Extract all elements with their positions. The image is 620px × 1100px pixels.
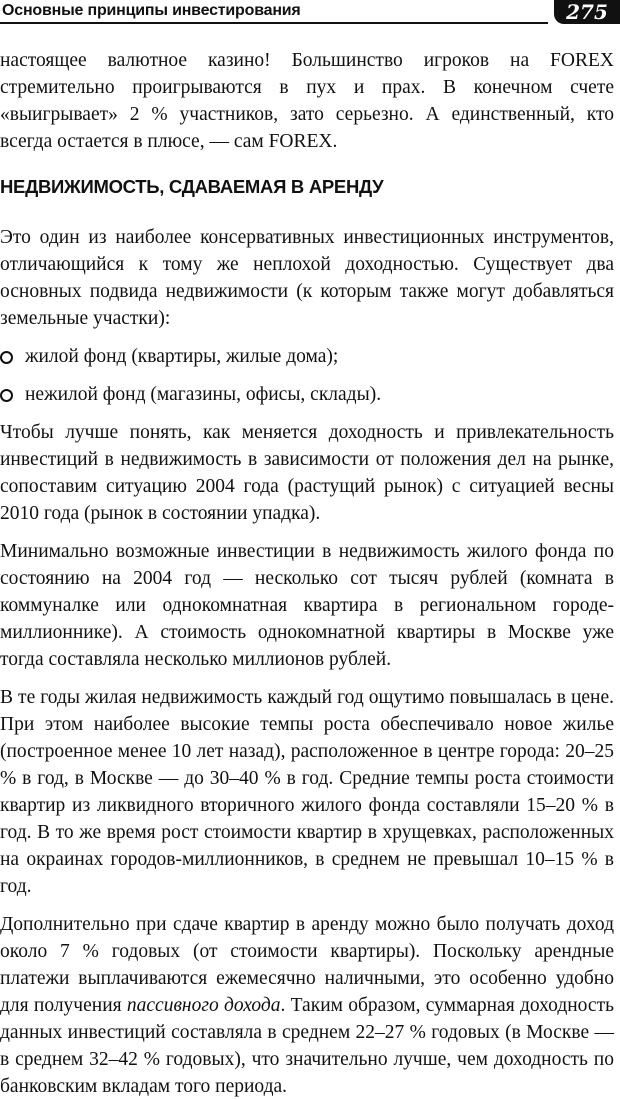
paragraph-5-text-end: . Таким образом, суммарная доходность данных инвестиций составляла в среднем 22–27 % годовых (в Москве — в среднем 32–42 % годовых), что значительно лучше, чем доходность по банковским вкладам того периода. bbox=[0, 995, 614, 1097]
page-header bbox=[0, 0, 620, 26]
list-item-text: нежилой фонд (магазины, офисы, склады). bbox=[25, 384, 382, 405]
paragraph-4: В те годы жилая недвижимость каждый год ощутимо повышалась в цене. При этом наиболее высокие темпы роста обеспечивало новое жилье (построенное менее 10 лет назад), расположенное в центре города: 20–25 % в год, в Москве — до 30–40 % в год. Средние темпы роста стоимости квартир из ликвидного вторичного жилого фонда составляли 15–20 % в год. В то же время рост стоимости квартир в хрущевках, расположенных на окраинах городов-миллионников, в среднем не превышал 10–15 % в год. bbox=[0, 687, 614, 897]
paragraph-5-text-start: Дополнительно при сдаче квартир в аренду можно было получать доход около 7 % годовых (от стоимости квартиры). Поскольку арендные платежи выплачиваются ежемесячно наличными, это особенно удобно для получения bbox=[0, 914, 614, 1016]
circle-bullet-icon bbox=[0, 389, 13, 402]
list-item-text: жилой фонд (квартиры, жилые дома); bbox=[25, 346, 339, 367]
running-title: Основные принципы инвестирования bbox=[2, 2, 301, 19]
bullet-list bbox=[0, 343, 614, 408]
circle-bullet-icon bbox=[0, 351, 13, 364]
section-heading: НЕДВИЖИМОСТЬ, СДАВАЕМАЯ В АРЕНДУ bbox=[0, 176, 384, 197]
page-number: 275 bbox=[554, 0, 620, 24]
list-item bbox=[0, 343, 614, 370]
page-body bbox=[0, 47, 614, 1100]
paragraph-3: Минимально возможные инвестиции в недвижимость жилого фонда по состоянию на 2004 год — несколько сот тысяч рублей (комната в коммуналке или однокомнатная квартира в региональном городе-миллионнике). А стоимость однокомнатной квартиры в Москве уже тогда составляла несколько миллионов рублей. bbox=[0, 541, 614, 670]
list-item bbox=[0, 381, 614, 408]
header-rule bbox=[0, 22, 548, 24]
paragraph-intro: настоящее валютное казино! Большинство игроков на FOREX стремительно проигрываются в пух и прах. В конечном счете «выигрывает» 2 % участников, зато серьезно. А единственный, кто всегда остается в плюсе, — сам FOREX. bbox=[0, 50, 614, 152]
paragraph-5 bbox=[0, 911, 614, 1100]
paragraph-1: Это один из наиболее консервативных инвестиционных инструментов, отличающийся к тому же неплохой доходностью. Существует два основных подвида недвижимости (к которым также могут добавляться земельные участки): bbox=[0, 227, 614, 329]
paragraph-2: Чтобы лучше понять, как меняется доходность и привлекательность инвестиций в недвижимость в зависимости от положения дел на рынке, сопоставим ситуацию 2004 года (растущий рынок) с ситуацией весны 2010 года (рынок в состоянии упадка). bbox=[0, 422, 614, 524]
emphasized-term: пассивного дохода bbox=[126, 995, 281, 1016]
